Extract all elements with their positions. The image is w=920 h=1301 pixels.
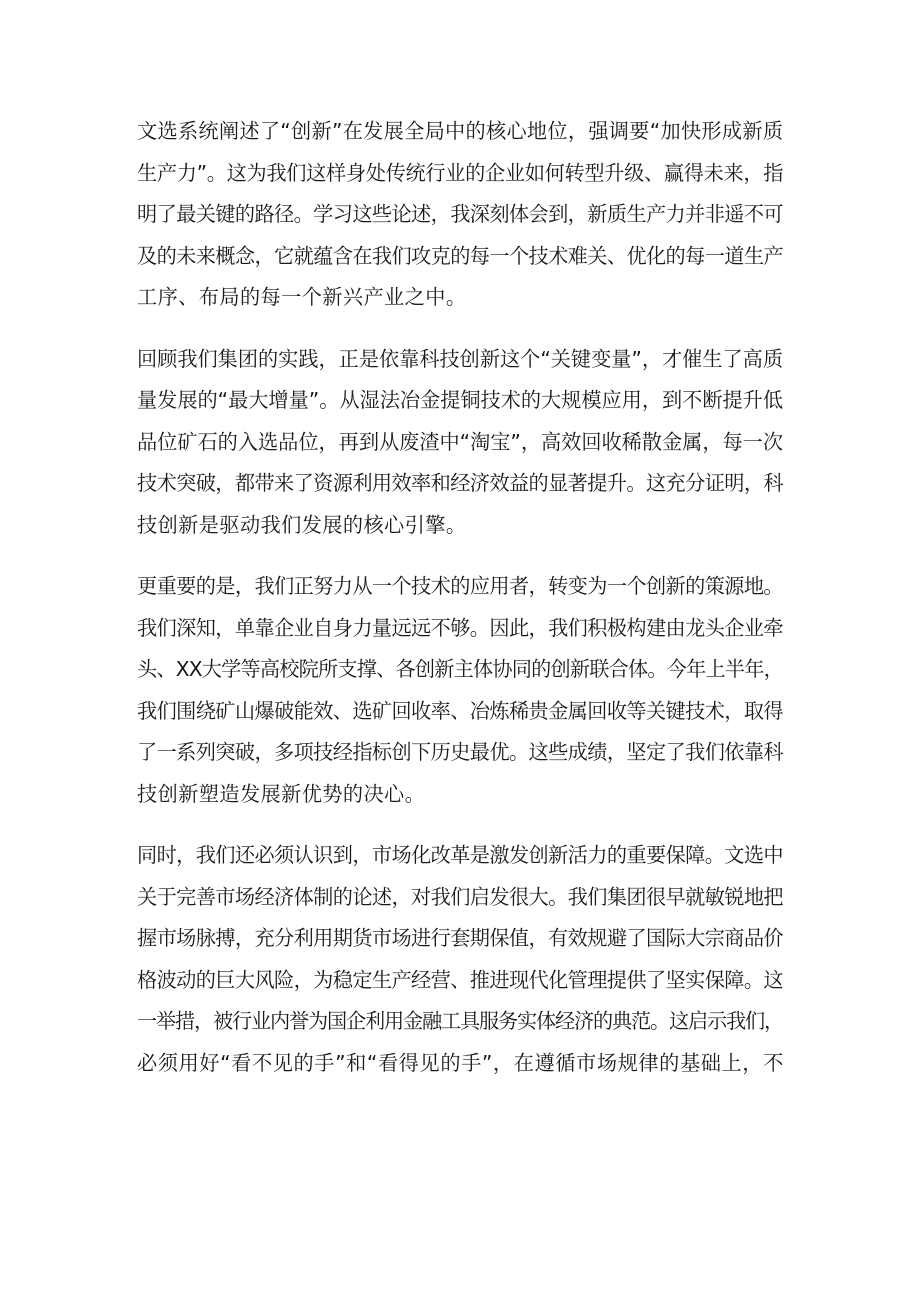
paragraph-2: [137, 339, 783, 547]
text-line: 品位矿石的入选品位，再到从废渣中“淘宝”，高效回收稀散金属，每一次: [137, 429, 783, 454]
text-line: 格波动的巨大风险，为稳定生产经营、推进现代化管理提供了坚实保障。这: [137, 967, 783, 992]
text-line: 及的未来概念，它就蕴含在我们攻克的每一个技术难关、优化的每一道生产: [137, 243, 783, 268]
text-line: 量发展的“最大增量”。从湿法冶金提铜技术的大规模应用，到不断提升低: [137, 388, 783, 412]
text-line: 我们围绕矿山爆破能效、选矿回收率、冶炼稀贵金属回收等关键技术，取得: [137, 698, 783, 723]
text-line: 技术突破，都带来了资源利用效率和经济效益的显著提升。这充分证明，科: [137, 471, 783, 495]
text-line: 技创新是驱动我们发展的核心引擎。: [137, 512, 467, 537]
text-line: 技创新塑造发展新优势的决心。: [137, 781, 426, 806]
text-line: 握市场脉搏，充分利用期货市场进行套期保值，有效规避了国际大宗商品价: [137, 926, 783, 950]
text-line: 明了最关键的路径。学习这些论述，我深刻体会到，新质生产力并非遥不可: [137, 202, 783, 226]
text-line: 生产力”。这为我们这样身处传统行业的企业如何转型升级、赢得未来，指: [137, 160, 784, 185]
paragraph-1: [137, 111, 783, 319]
paragraph-4: [137, 835, 783, 1084]
text-line: 了一系列突破，多项技经指标创下历史最优。这些成绩，坚定了我们依靠科: [137, 740, 783, 764]
text-line: 我们深知，单靠企业自身力量远远不够。因此，我们积极构建由龙头企业牵: [137, 615, 783, 640]
text-line: 回顾我们集团的实践，正是依靠科技创新这个“关键变量”，才催生了高质: [137, 346, 783, 371]
text-line: 一举措，被行业内誉为国企利用金融工具服务实体经济的典范。这启示我们，: [137, 1009, 783, 1033]
text-line: 头、XX大学等高校院所支撑、各创新主体协同的创新联合体。今年上半年，: [137, 657, 783, 681]
text-line: 同时，我们还必须认识到，市场化改革是激发创新活力的重要保障。文选中: [137, 843, 783, 867]
text-line: 必须用好“看不见的手”和“看得见的手”，在遵循市场规律的基础上，不: [137, 1050, 784, 1075]
text-line: 关于完善市场经济体制的论述，对我们启发很大。我们集团很早就敏锐地把: [137, 884, 783, 909]
paragraph-3: [137, 566, 783, 815]
document-body: [137, 111, 783, 1104]
text-line: 更重要的是，我们正努力从一个技术的应用者，转变为一个创新的策源地。: [137, 574, 783, 598]
text-line: 工序、布局的每一个新兴产业之中。: [137, 285, 467, 309]
text-line: 文选系统阐述了“创新”在发展全局中的核心地位，强调要“加快形成新质: [137, 119, 784, 143]
